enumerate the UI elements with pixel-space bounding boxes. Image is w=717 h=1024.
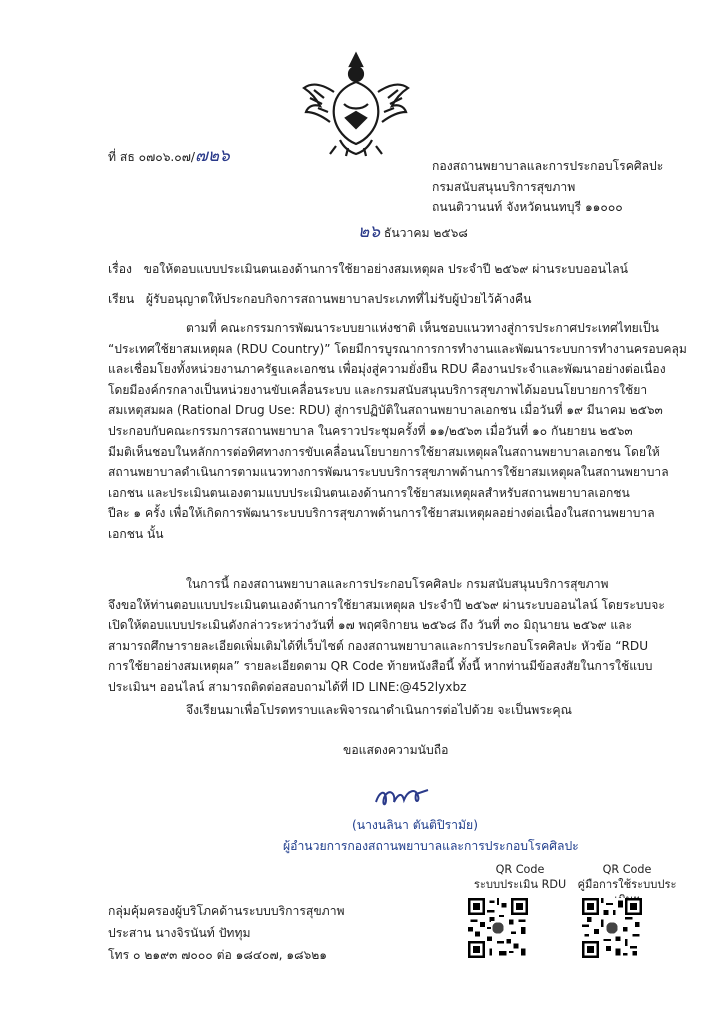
signatory-title: ผู้อำนวยการกองสถานพยาบาลและการประกอบโรคศิลปะ [283, 839, 579, 853]
salutation-text: ผู้รับอนุญาตให้ประกอบกิจการสถานพยาบาลประเภทที่ไม่รับผู้ป่วยไว้ค้างคืน [145, 292, 532, 306]
paragraph-line: มีมติเห็นชอบในหลักการต่อทิศทางการขับเคลื่อนนโยบายการใช้ยาสมเหตุผลในสถานพยาบาลเอกชน โดยให้ [108, 444, 660, 459]
paragraph-line: สมเหตุสมผล (Rational Drug Use: RDU) สู่การปฏิบัติในสถานพยาบาลเอกชน เมื่อวันที่ ๑๙ มีนาคม ๒๕๖๓ [108, 403, 663, 418]
paragraph-line: โดยมีองค์กรกลางเป็นหน่วยงานขับเคลื่อนระบบ และกรมสนับสนุนบริการสุขภาพได้มอบนโยบายการใช้ยา [108, 382, 648, 397]
paragraph-background [108, 318, 693, 545]
paragraph-line: ประกอบกับคณะกรรมการสถานพยาบาล ในคราวประชุมครั้งที่ ๑๑/๒๕๖๓ เมื่อวันที่ ๑๐ กันยายน ๒๕๖๓ [108, 423, 633, 438]
paragraph-line: เปิดให้ตอบแบบประเมินดังกล่าวระหว่างวันที่ ๑๗ พฤศจิกายน ๒๕๖๘ ถึง วันที่ ๓๐ มิถุนายน ๒๕๖๙ และ [108, 618, 633, 633]
paragraph-line: “ประเทศใช้ยาสมเหตุผล (RDU Country)” โดยมีการบูรณาการการทำงานและพัฒนาระบบการทำงานครอบคลุม [108, 341, 687, 356]
salutation-line [108, 289, 531, 310]
signature-icon [372, 782, 432, 812]
document-number [108, 146, 230, 168]
paragraph-line: เอกชน นั้น [108, 526, 164, 541]
qr-caption: คู่มือการใช้ระบบประ [577, 878, 677, 891]
sender-line: ถนนติวานนท์ จังหวัดนนทบุรี ๑๑๐๐๐ [432, 200, 623, 215]
footer-line: กลุ่มคุ้มครองผู้บริโภคด้านระบบบริการสุขภาพ [108, 904, 345, 918]
qr-title: QR Code [495, 863, 545, 876]
footer-contact [108, 900, 345, 966]
signatory-name: (นางนลินา ตันติปิรามัย) [352, 818, 478, 832]
paragraph-line: ตามที่ คณะกรรมการพัฒนาระบบยาแห่งชาติ เห็นชอบแนวทางสู่การประกาศประเทศไทยเป็น [186, 321, 659, 335]
sender-line: กองสถานพยาบาลและการประกอบโรคศิลปะ [432, 159, 664, 173]
paragraph-line: สามารถศึกษารายละเอียดเพิ่มเติมได้ที่เว็บไซต์ กองสถานพยาบาลและการประกอบโรคศิลปะ หัวข้อ “RDU [108, 638, 649, 653]
document-number-handwritten: ๗๒๖ [195, 146, 230, 166]
paragraph-request [108, 574, 693, 698]
paragraph-line: การใช้ยาอย่างสมเหตุผล” รายละเอียดตาม QR Code ท้ายหนังสือนี้ ทั้งนี้ หากท่านมีข้อสงสัยในการใช้แบบ [108, 659, 653, 674]
subject-label: เรื่อง [108, 262, 132, 276]
letter-date [358, 222, 468, 244]
qr-caption: ระบบประเมิน RDU [473, 878, 567, 891]
qr-title: QR Code [602, 863, 652, 876]
sender-line: กรมสนับสนุนบริการสุขภาพ [432, 179, 576, 194]
paragraph-line: และเชื่อมโยงทั้งหน่วยงานภาครัฐและเอกชน เพื่อมุ่งสู่ความยั่งยืน RDU คืองานประจำและพัฒนาอย่างต่อเนื่อง [108, 362, 666, 377]
closing-line: จึงเรียนมาเพื่อโปรดทราบและพิจารณาดำเนินการต่อไปด้วย จะเป็นพระคุณ [186, 703, 572, 717]
garuda-emblem-icon [300, 48, 412, 160]
paragraph-line: จึงขอให้ท่านตอบแบบประเมินตนเองด้านการใช้ยาสมเหตุผล ประจำปี ๒๕๖๙ ผ่านระบบออนไลน์ โดยระบบจะ [108, 597, 665, 612]
qr-block-rdu [470, 862, 570, 892]
paragraph-line: เอกชน และประเมินตนเองตามแบบประเมินตนเองด้านการใช้ยาสมเหตุผลสำหรับสถานพยาบาลเอกชน [108, 485, 630, 500]
sender-address [432, 156, 663, 218]
paragraph-line: สถานพยาบาลดำเนินการตามแนวทางการพัฒนาระบบบริการสุขภาพด้านการใช้ยาสมเหตุผลในสถานพยาบาล [108, 465, 669, 480]
qr-code-rdu-icon[interactable] [468, 898, 528, 958]
qr-code-manual-icon[interactable] [582, 898, 642, 958]
document-number-prefix: ที่ สธ ๐๗๐๖.๐๗/ [108, 150, 196, 164]
footer-line: โทร ๐ ๒๑๙๓ ๗๐๐๐ ต่อ ๑๘๔๐๗, ๑๘๖๒๑ [108, 948, 328, 962]
subject-text: ขอให้ตอบแบบประเมินตนเองด้านการใช้ยาอย่างสมเหตุผล ประจำปี ๒๕๖๙ ผ่านระบบออนไลน์ [143, 262, 628, 276]
subject-line [108, 259, 628, 280]
paragraph-line: ในการนี้ กองสถานพยาบาลและการประกอบโรคศิลปะ กรมสนับสนุนบริการสุขภาพ [186, 577, 609, 591]
paragraph-line: ปีละ ๑ ครั้ง เพื่อให้เกิดการพัฒนาระบบบริการสุขภาพด้านการใช้ยาสมเหตุผลอย่างต่อเนื่องในสถานพยาบาล [108, 506, 655, 521]
paragraph-line: ประเมินฯ ออนไลน์ สามารถติดต่อสอบถามได้ที่ ID LINE:@452lyxbz [108, 679, 467, 694]
footer-line: ประสาน นางจิรนันท์ ปัททุม [108, 926, 251, 940]
salutation-label: เรียน [108, 292, 135, 306]
regards-line: ขอแสดงความนับถือ [343, 743, 449, 757]
date-day-handwritten: ๒๖ [358, 222, 380, 242]
date-month-year: ธันวาคม ๒๕๖๘ [383, 226, 468, 240]
